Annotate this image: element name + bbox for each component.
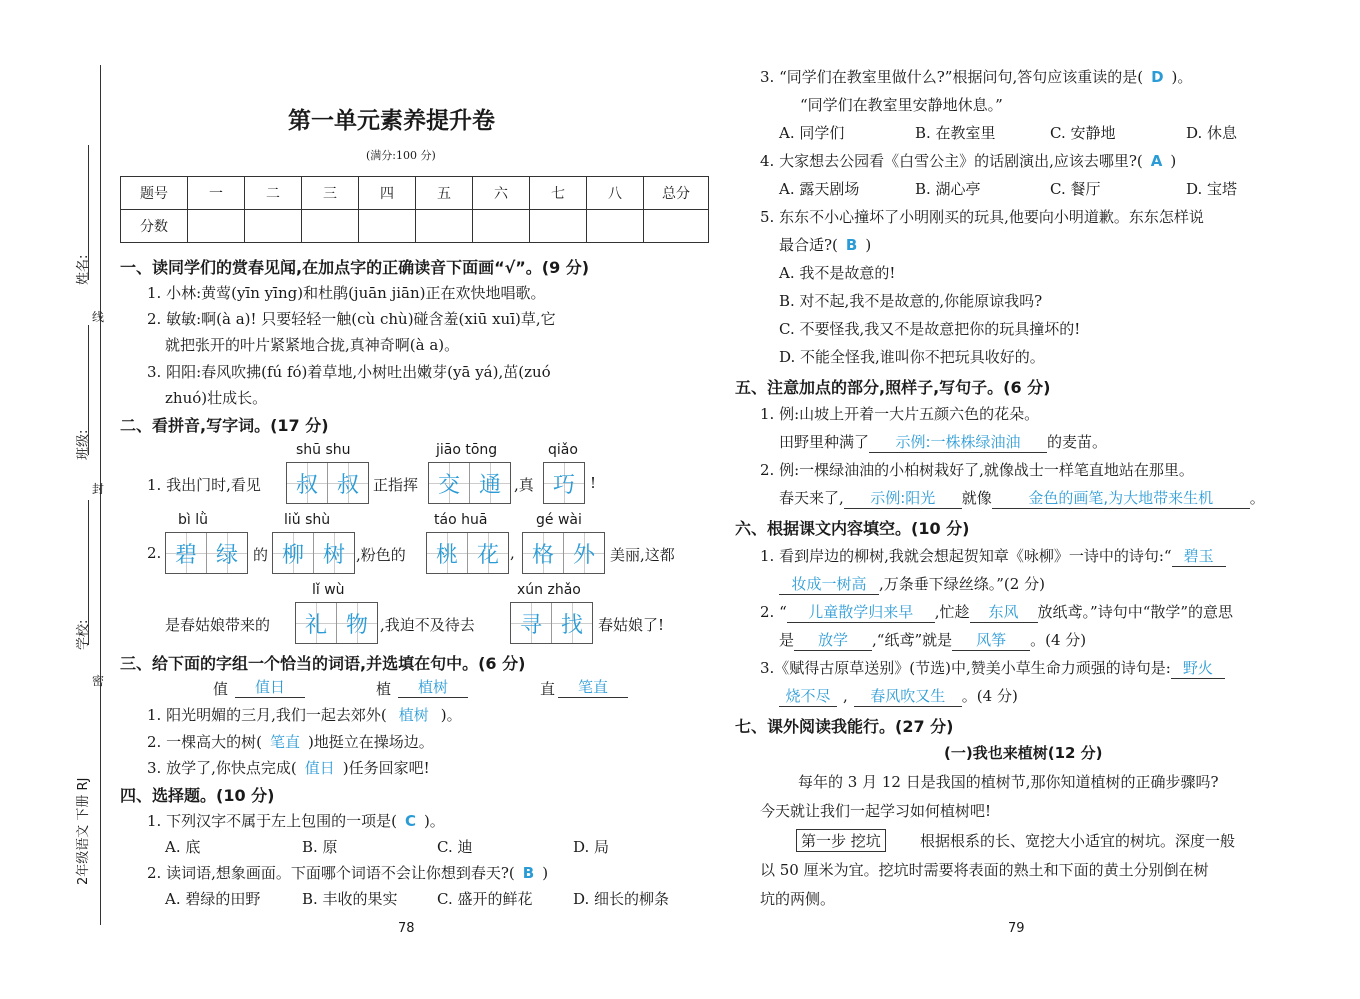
full-score: (满分:100 分) [366, 149, 436, 162]
score-header-cell: 一 [188, 177, 245, 210]
s1-line-2: 2. 敏敏:啊(à a)! 只要轻轻一触(cù chù)碰含羞(xiū xuī)草,它 [147, 310, 556, 328]
word-box-gewai[interactable] [522, 532, 605, 574]
s6-f2-answer-b[interactable]: 东风 [970, 601, 1038, 623]
s6-f2-mid: ,忙趁 [934, 603, 970, 621]
s4-q2-opt-d[interactable]: D. 细长的柳条 [573, 890, 670, 908]
s5-fill-2-end: 。 [1249, 489, 1265, 507]
char-cell: 叔 [287, 463, 328, 503]
reading-p5: 坑的两侧。 [760, 890, 836, 908]
s6-f3-mid: , [843, 687, 848, 705]
s3-answer-2[interactable]: 植树 [398, 676, 468, 698]
s2-r3-text-b: ,我迫不及待去 [380, 616, 475, 634]
word-box-liushu[interactable] [272, 532, 355, 574]
s6-f3 [760, 657, 1225, 679]
reading-p2: 今天就让我们一起学习如何植树吧! [760, 802, 992, 820]
s6-f2-text: 2. “ [760, 603, 787, 621]
s3-q1-end: )。 [440, 706, 462, 724]
s3-q2-text: 2. 一棵高大的树( [147, 733, 262, 751]
q5-text-2: 最合适?( [779, 236, 838, 254]
word-box-jiaotong[interactable] [428, 462, 511, 504]
word-box-shushu[interactable] [286, 462, 369, 504]
q3-line [760, 66, 1192, 87]
s6-f3-answer-a[interactable]: 野火 [1171, 657, 1225, 679]
binding-char-line: 线 [92, 310, 105, 324]
s3-q2-end: )地挺立在操场边。 [307, 733, 434, 751]
s6-f3-end: 。(4 分) [961, 687, 1018, 705]
s6-f1-answer-a[interactable]: 碧玉 [1172, 545, 1226, 567]
s6-f2-answer-d[interactable]: 风筝 [952, 629, 1030, 651]
s3-q3-end: )任务回家吧! [342, 759, 430, 777]
s5-answer-2a[interactable]: 示例:阳光 [844, 487, 962, 509]
char-cell: 树 [314, 533, 354, 573]
s3-q1-answer[interactable]: 植树 [398, 706, 429, 724]
pinyin-taohua: táo huā [434, 512, 488, 528]
s2-r1-text-b: 正指挥 [373, 476, 419, 494]
q4-line [760, 150, 1176, 171]
char-cell: 巧 [544, 463, 584, 503]
pinyin-xunzhao: xún zhǎo [517, 582, 581, 598]
score-cell[interactable] [245, 210, 302, 243]
s4-q2-opt-c[interactable]: C. 盛开的鲜花 [437, 890, 533, 908]
s6-f3-text: 3.《赋得古原草送别》(节选)中,赞美小草生命力顽强的诗句是: [760, 659, 1171, 677]
section-5-heading: 五、注意加点的部分,照样子,写句子。(6 分) [735, 378, 1051, 397]
s2-r1-text-c: ,真 [514, 476, 534, 494]
s6-f2-end: 放纸鸢。”诗句中“散学”的意思 [1037, 603, 1234, 621]
s3-char-2: 植 [376, 680, 392, 698]
s5-answer-2b[interactable]: 金色的画笔,为大地带来生机 [992, 487, 1250, 509]
word-box-liwu[interactable] [295, 602, 378, 644]
q5-end: ) [865, 236, 872, 254]
char-cell: 寻 [511, 603, 552, 643]
score-header-cell: 总分 [644, 177, 709, 210]
char-cell: 外 [564, 533, 604, 573]
score-header-cell: 七 [530, 177, 587, 210]
q4-answer[interactable]: A [1150, 152, 1163, 170]
score-cell[interactable] [530, 210, 587, 243]
q4-end: ) [1170, 152, 1177, 170]
pinyin-bilv: bì lǜ [178, 512, 208, 528]
section-2-heading: 二、看拼音,写字词。(17 分) [120, 416, 329, 435]
page-title: 第一单元素养提升卷 [288, 107, 495, 134]
score-header-cell: 三 [302, 177, 359, 210]
step-label: 第一步 挖坑 [796, 829, 886, 852]
s5-fill-2 [779, 487, 1265, 509]
pinyin-liushu: liǔ shù [284, 512, 331, 528]
q3-opt-c[interactable]: C. 安静地 [1050, 124, 1116, 142]
s6-f1 [760, 545, 1226, 567]
s6-f3-line-2 [779, 685, 1018, 707]
section-7-heading: 七、课外阅读我能行。(27 分) [735, 717, 954, 736]
s6-f1-end: ,万条垂下绿丝绦。”(2 分) [879, 575, 1045, 593]
reading-p1: 每年的 3 月 12 日是我国的植树节,那你知道植树的正确步骤吗? [798, 773, 1219, 791]
s2-r2-num: 2. [147, 544, 162, 562]
q4-opt-a[interactable]: A. 露天剧场 [779, 180, 860, 198]
class-label: 班级: [76, 429, 91, 460]
q4-text: 4. 大家想去公园看《白雪公主》的话剧演出,应该去哪里?( [760, 152, 1143, 170]
pinyin-gewai: gé wài [536, 512, 582, 528]
char-cell: 花 [468, 533, 508, 573]
s4-q1-end: )。 [423, 812, 445, 830]
s5-fill-1-text: 田野里种满了 [779, 433, 870, 451]
s3-q2 [147, 731, 434, 752]
pinyin-qiao: qiǎo [548, 442, 578, 458]
s3-q3-text: 3. 放学了,你快点完成( [147, 759, 297, 777]
s2-r2-text-c: , [510, 544, 515, 562]
section-4-heading: 四、选择题。(10 分) [120, 786, 275, 805]
word-box-taohua[interactable] [426, 532, 509, 574]
char-cell: 碧 [166, 533, 207, 573]
s1-line-1: 1. 小林:黄莺(yīn yīng)和杜鹃(juān jiān)正在欢快地唱歌。 [147, 284, 546, 302]
s6-f2-mid-2: ,“纸鸢”就是 [872, 631, 953, 649]
q5-opt-c[interactable]: C. 不要怪我,我又不是故意把你的玩具撞坏的! [779, 320, 1081, 338]
q3-opt-d[interactable]: D. 休息 [1186, 124, 1238, 142]
s1-line-5: zhuó)壮成长。 [165, 389, 268, 407]
book-info: 2年级语文 下册 RJ [76, 777, 91, 885]
s6-f2-answer-a[interactable]: 儿童散学归来早 [787, 601, 935, 623]
s6-f1-answer-b[interactable]: 妆成一树高 [779, 573, 879, 595]
q3-opt-b[interactable]: B. 在教室里 [915, 124, 996, 142]
score-header-cell: 四 [359, 177, 416, 210]
s5-example-2: 2. 例:一棵绿油油的小柏树栽好了,就像战士一样笔直地站在那里。 [760, 461, 1194, 479]
s3-q3-answer[interactable]: 值日 [304, 759, 335, 777]
s4-q2-text: 2. 读词语,想象画面。下面哪个词语不会让你想到春天?( [147, 864, 515, 882]
reading-subtitle: (一)我也来植树(12 分) [944, 744, 1103, 762]
pinyin-liwu: lǐ wù [312, 582, 345, 598]
score-header-cell: 题号 [121, 177, 188, 210]
q4-opt-d[interactable]: D. 宝塔 [1186, 180, 1238, 198]
section-6-heading: 六、根据课文内容填空。(10 分) [735, 519, 970, 538]
s3-char-3: 直 [540, 680, 556, 698]
score-cell[interactable] [359, 210, 416, 243]
s6-f2 [760, 601, 1233, 623]
s1-line-4: 3. 阳阳:春风吹拂(fú fó)着草地,小树吐出嫩芽(yā yá),茁(zuó [147, 363, 551, 381]
s3-q1-text: 1. 阳光明媚的三月,我们一起去郊外( [147, 706, 387, 724]
word-box-qiao[interactable] [543, 462, 585, 504]
score-header-cell: 八 [587, 177, 644, 210]
s6-f2-line-2 [779, 629, 1086, 651]
class-fill-line [88, 325, 89, 455]
page-number-right: 79 [1008, 921, 1025, 936]
s2-r1-text-a: 1. 我出门时,看见 [147, 476, 261, 494]
binding-char-seal: 封 [92, 482, 105, 496]
s1-line-3: 就把张开的叶片紧紧地合拢,真神奇啊(à a)。 [165, 336, 460, 354]
s4-q2-end: ) [542, 864, 549, 882]
char-cell: 通 [470, 463, 510, 503]
score-header-cell: 五 [416, 177, 473, 210]
s4-q1-opt-a[interactable]: A. 底 [165, 838, 201, 856]
s3-char-1: 值 [213, 680, 229, 698]
q5-line-2 [779, 234, 871, 255]
s3-q1 [147, 704, 462, 725]
q4-opt-c[interactable]: C. 餐厅 [1050, 180, 1101, 198]
char-cell: 礼 [296, 603, 337, 643]
s2-r3-text-a: 是春姑娘带来的 [165, 616, 271, 634]
s5-fill-2-text: 春天来了, [779, 489, 844, 507]
s6-f2-answer-c[interactable]: 放学 [794, 629, 872, 651]
reading-p4: 以 50 厘米为宜。挖坑时需要将表面的熟土和下面的黄土分别倒在树 [760, 861, 1209, 879]
char-cell: 交 [429, 463, 470, 503]
name-label: 姓名: [76, 254, 91, 285]
char-cell: 桃 [427, 533, 468, 573]
reading-p3: 根据根系的长、宽挖大小适宜的树坑。深度一般 [920, 832, 1236, 850]
page-number-left: 78 [398, 921, 415, 936]
q5-opt-a[interactable]: A. 我不是故意的! [779, 264, 896, 282]
s4-q1-opt-c[interactable]: C. 迪 [437, 838, 473, 856]
name-fill-line [88, 145, 89, 280]
q3-quote: “同学们在教室里安静地休息。” [800, 96, 1003, 114]
q3-text: 3. “同学们在教室里做什么?”根据问句,答句应该重读的是( [760, 68, 1144, 86]
school-fill-line [88, 500, 89, 645]
s3-answer-3[interactable]: 笔直 [558, 676, 628, 698]
s5-fill-1-end: 的麦苗。 [1047, 433, 1108, 451]
binding-char-secret: 密 [92, 674, 105, 688]
s4-q1-text: 1. 下列汉字不属于左上包围的一项是( [147, 812, 397, 830]
score-table-score-row [121, 210, 709, 243]
q5-text: 5. 东东不小心撞坏了小明刚买的玩具,他要向小明道歉。东东怎样说 [760, 208, 1204, 226]
score-cell[interactable] [644, 210, 709, 243]
s2-r1-text-d: ! [590, 474, 597, 492]
char-cell: 柳 [273, 533, 314, 573]
s4-q1-opt-d[interactable]: D. 局 [573, 838, 610, 856]
pinyin-jiaotong: jiāo tōng [436, 442, 498, 458]
s4-q2-answer[interactable]: B [522, 864, 535, 882]
s5-fill-2-mid: 就像 [961, 489, 992, 507]
s2-r2-text-d: 美丽,这都 [610, 546, 675, 564]
school-label: 学校: [76, 619, 91, 650]
s5-answer-1[interactable]: 示例:一株株绿油油 [869, 431, 1047, 453]
q3-end: )。 [1171, 68, 1193, 86]
score-cell[interactable] [473, 210, 530, 243]
section-1-heading: 一、读同学们的赏春见闻,在加点字的正确读音下面画“√”。(9 分) [120, 258, 590, 277]
s5-example-1: 1. 例:山坡上开着一大片五颜六色的花朵。 [760, 405, 1040, 423]
s4-q2-opt-b[interactable]: B. 丰收的果实 [302, 890, 398, 908]
char-cell: 叔 [328, 463, 368, 503]
score-cell[interactable] [416, 210, 473, 243]
word-box-bilv[interactable] [165, 532, 248, 574]
s5-fill-1 [779, 431, 1107, 453]
s6-f1-line-2 [779, 573, 1045, 595]
s6-f2-text-2: 是 [779, 631, 795, 649]
q5-opt-b[interactable]: B. 对不起,我不是故意的,你能原谅我吗? [779, 292, 1043, 310]
score-cell[interactable] [302, 210, 359, 243]
char-cell: 绿 [207, 533, 247, 573]
q3-opt-a[interactable]: A. 同学们 [779, 124, 845, 142]
q5-opt-d[interactable]: D. 不能全怪我,谁叫你不把玩具收好的。 [779, 348, 1045, 366]
s2-r2-text-a: 的 [253, 546, 269, 564]
s3-q2-answer[interactable]: 笔直 [269, 733, 300, 751]
s6-f2-end-2: 。(4 分) [1030, 631, 1087, 649]
s6-f3-answer-b[interactable]: 烧不尽 [779, 685, 837, 707]
s2-r2-text-b: ,粉色的 [356, 546, 406, 564]
score-cell[interactable] [188, 210, 245, 243]
s4-q2-opt-a[interactable]: A. 碧绿的田野 [165, 890, 261, 908]
score-table-header-row [121, 177, 709, 210]
s3-answer-1[interactable]: 值日 [235, 676, 305, 698]
s3-q3 [147, 757, 430, 778]
score-header-cell: 二 [245, 177, 302, 210]
char-cell: 找 [552, 603, 592, 643]
score-table [120, 176, 709, 243]
s4-q1 [147, 810, 445, 831]
s4-q2 [147, 862, 548, 883]
s4-q1-opt-b[interactable]: B. 原 [302, 838, 338, 856]
pinyin-shushu: shū shu [296, 442, 351, 458]
q4-opt-b[interactable]: B. 湖心亭 [915, 180, 981, 198]
score-cell[interactable] [587, 210, 644, 243]
q5-answer[interactable]: B [845, 236, 858, 254]
s6-f1-text: 1. 看到岸边的柳树,我就会想起贺知章《咏柳》一诗中的诗句:“ [760, 547, 1172, 565]
s6-f3-answer-c[interactable]: 春风吹又生 [854, 685, 962, 707]
score-row-label: 分数 [121, 210, 188, 243]
word-box-xunzhao[interactable] [510, 602, 593, 644]
s4-q1-answer[interactable]: C [404, 812, 416, 830]
s2-r3-text-c: 春姑娘了! [598, 616, 665, 634]
char-cell: 物 [337, 603, 377, 643]
q3-answer[interactable]: D [1151, 68, 1164, 86]
score-header-cell: 六 [473, 177, 530, 210]
section-3-heading: 三、给下面的字组一个恰当的词语,并选填在句中。(6 分) [120, 654, 526, 673]
char-cell: 格 [523, 533, 564, 573]
